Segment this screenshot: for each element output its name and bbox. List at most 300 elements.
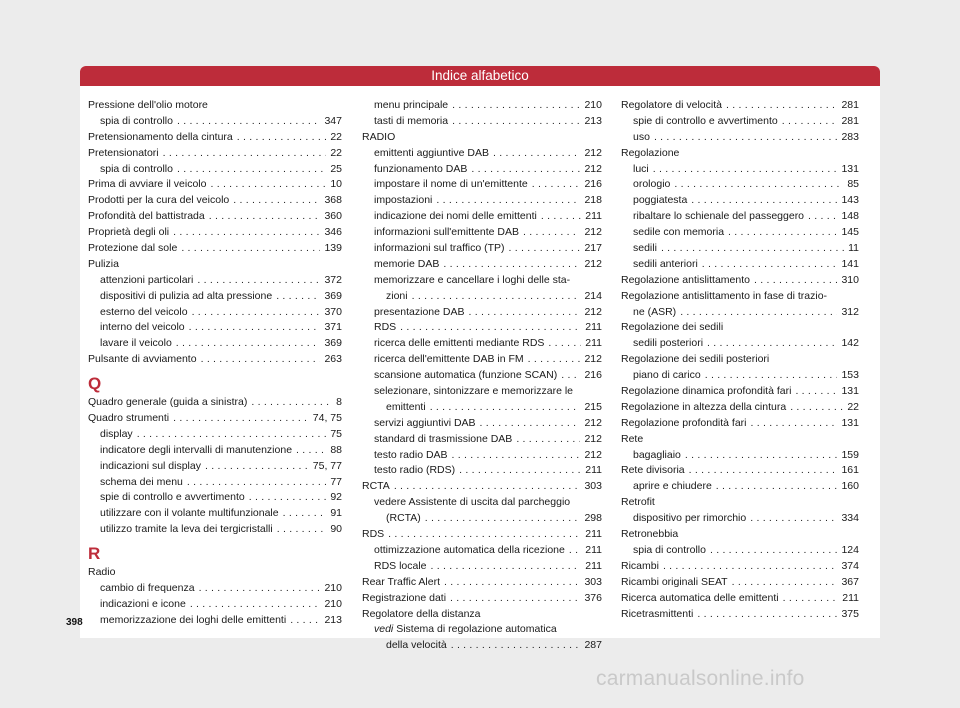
index-subentry xyxy=(362,448,602,464)
index-subentry xyxy=(362,336,602,352)
entry-label xyxy=(88,209,205,225)
entry-label xyxy=(374,257,439,273)
entry-page-number: 139 xyxy=(324,242,342,255)
entry-page-number: 372 xyxy=(324,273,342,286)
entry-text: esterno del veicolo xyxy=(100,305,188,318)
entry-text: Regolazione profondità fari xyxy=(621,416,747,429)
entry-label xyxy=(621,400,786,416)
entry-page-number: 10 xyxy=(330,178,342,191)
leader-dots xyxy=(400,320,581,336)
entry-text: impostare il nome di un'emittente xyxy=(374,178,528,191)
entry-page-number: 160 xyxy=(841,480,859,493)
index-subentry xyxy=(88,490,342,506)
index-subentry xyxy=(88,114,342,130)
entry-label xyxy=(374,209,537,225)
leader-dots xyxy=(654,130,838,146)
entry-text: spia di controllo xyxy=(633,543,706,556)
leader-dots xyxy=(710,543,838,559)
index-entry xyxy=(621,352,859,368)
leader-dots xyxy=(451,638,581,654)
entry-text: indicazione dei nomi delle emittenti xyxy=(374,210,537,223)
leader-dots xyxy=(674,177,843,193)
entry-page-number: 22 xyxy=(330,146,342,159)
index-subentry xyxy=(362,114,602,130)
index-subentry xyxy=(362,352,602,368)
entry-page-number: 77 xyxy=(330,475,342,488)
leader-dots xyxy=(450,591,580,607)
entry-text: cambio di frequenza xyxy=(100,582,195,595)
entry-label xyxy=(374,177,528,193)
entry-text: Regolazione antislittamento in fase di trazio- xyxy=(621,289,828,302)
entry-page-number: 312 xyxy=(841,305,859,318)
entry-text: Pulsante di avviamento xyxy=(88,353,197,366)
entry-page-number: 148 xyxy=(841,210,859,223)
entry-text: selezionare, sintonizzare e memorizzare le xyxy=(374,385,574,398)
entry-text: memorizzare e cancellare i loghi delle sta- xyxy=(374,273,571,286)
entry-label xyxy=(362,130,395,146)
entry-text: dispositivi di pulizia ad alta pressione xyxy=(100,289,273,302)
entry-label xyxy=(633,479,712,495)
page-number: 398 xyxy=(66,617,83,628)
leader-dots xyxy=(705,368,838,384)
entry-text: spia di controllo xyxy=(100,114,173,127)
leader-dots xyxy=(661,241,844,257)
entry-text: RDS locale xyxy=(374,559,427,572)
index-subentry xyxy=(362,543,602,559)
entry-page-number: 90 xyxy=(330,523,342,536)
leader-dots xyxy=(237,130,327,146)
leader-dots xyxy=(251,395,332,411)
index-entry xyxy=(362,130,602,146)
entry-text: utilizzo tramite la leva dei tergicristalli xyxy=(100,523,273,536)
entry-page-number: 92 xyxy=(330,491,342,504)
leader-dots xyxy=(532,177,581,193)
leader-dots xyxy=(412,289,581,305)
entry-text: standard di trasmissione DAB xyxy=(374,432,513,445)
entry-text: Rete xyxy=(621,432,644,445)
entry-page-number: 141 xyxy=(841,257,859,270)
entry-page-number: 210 xyxy=(324,582,342,595)
entry-page-number: 124 xyxy=(841,543,859,556)
index-entry xyxy=(88,146,342,162)
index-subentry xyxy=(621,177,859,193)
entry-text: Rear Traffic Alert xyxy=(362,575,441,588)
entry-text: indicazioni sul display xyxy=(100,459,201,472)
entry-label xyxy=(100,305,188,321)
leader-dots xyxy=(177,114,321,130)
entry-page-number: 8 xyxy=(336,396,342,409)
entry-page-number: 374 xyxy=(841,559,859,572)
entry-label xyxy=(100,581,195,597)
entry-page-number: 212 xyxy=(584,305,602,318)
index-subentry xyxy=(621,448,859,464)
index-subentry xyxy=(362,622,602,638)
entry-text: poggiatesta xyxy=(633,194,688,207)
index-subentry xyxy=(621,162,859,178)
entry-label xyxy=(374,495,570,511)
entry-label xyxy=(374,368,557,384)
leader-dots xyxy=(697,607,837,623)
entry-text: Quadro generale (guida a sinistra) xyxy=(88,396,248,409)
entry-text: Ricambi xyxy=(621,559,659,572)
index-entry xyxy=(88,209,342,225)
index-subentry xyxy=(362,638,602,654)
index-entry xyxy=(621,98,859,114)
index-subentry xyxy=(88,597,342,613)
index-subentry xyxy=(88,427,342,443)
entry-page-number: 211 xyxy=(585,337,602,350)
leader-dots xyxy=(296,443,326,459)
leader-dots xyxy=(782,114,838,130)
entry-text: sedili anteriori xyxy=(633,257,698,270)
index-subentry xyxy=(362,98,602,114)
leader-dots xyxy=(431,559,582,575)
entry-label xyxy=(621,352,769,368)
leader-dots xyxy=(452,114,580,130)
entry-page-number: 131 xyxy=(841,162,859,175)
entry-text: informazioni sul traffico (TP) xyxy=(374,242,505,255)
entry-page-number: 22 xyxy=(847,400,859,413)
entry-label xyxy=(100,336,172,352)
index-entry xyxy=(621,575,859,591)
entry-page-number: 216 xyxy=(584,178,602,191)
index-subentry xyxy=(621,193,859,209)
entry-page-number: 334 xyxy=(841,512,859,525)
entry-text: piano di carico xyxy=(633,369,701,382)
entry-label xyxy=(100,597,186,613)
entry-label xyxy=(100,475,183,491)
entry-label xyxy=(633,193,687,209)
entry-text: presentazione DAB xyxy=(374,305,465,318)
entry-page-number: 360 xyxy=(324,210,342,223)
entry-page-number: 211 xyxy=(585,528,602,541)
entry-label xyxy=(100,490,245,506)
entry-text: sedili xyxy=(633,242,657,255)
entry-label xyxy=(100,114,173,130)
index-entry xyxy=(621,416,859,432)
index-subentry xyxy=(362,400,602,416)
leader-dots xyxy=(702,257,838,273)
entry-text: memorizzazione dei loghi delle emittenti xyxy=(100,613,287,626)
entry-page-number: 217 xyxy=(584,242,602,255)
index-subentry xyxy=(362,257,602,273)
leader-dots xyxy=(653,162,838,178)
entry-text: bagagliaio xyxy=(633,448,681,461)
index-column-2 xyxy=(362,98,602,654)
entry-label xyxy=(621,320,723,336)
entry-page-number: 212 xyxy=(584,162,602,175)
entry-page-number: 303 xyxy=(584,480,602,493)
entry-label xyxy=(374,463,455,479)
leader-dots xyxy=(523,225,580,241)
entry-label xyxy=(88,565,115,581)
index-subentry xyxy=(88,475,342,491)
index-subentry xyxy=(362,209,602,225)
index-entry xyxy=(88,241,342,257)
entry-label xyxy=(633,162,649,178)
entry-label xyxy=(621,146,679,162)
entry-text: funzionamento DAB xyxy=(374,162,468,175)
leader-dots xyxy=(209,209,321,225)
leader-dots xyxy=(726,98,837,114)
entry-text: dispositivo per rimorchio xyxy=(633,512,747,525)
entry-label xyxy=(362,591,446,607)
index-subentry xyxy=(621,336,859,352)
entry-page-number: 22 xyxy=(330,130,342,143)
entry-label xyxy=(88,241,177,257)
entry-page-number: 303 xyxy=(584,575,602,588)
index-entry xyxy=(621,432,859,448)
leader-dots xyxy=(233,193,320,209)
entry-label xyxy=(100,162,173,178)
entry-label xyxy=(362,607,481,623)
entry-label xyxy=(374,305,464,321)
entry-text: Pretensionatori xyxy=(88,146,159,159)
entry-page-number: 287 xyxy=(584,639,602,652)
entry-label xyxy=(621,591,779,607)
index-subentry xyxy=(88,613,342,629)
leader-dots xyxy=(201,352,321,368)
index-subentry xyxy=(621,114,859,130)
section-letter: R xyxy=(88,544,101,564)
entry-page-number: 375 xyxy=(841,607,859,620)
index-entry xyxy=(621,320,859,336)
leader-dots xyxy=(569,543,581,559)
index-subentry xyxy=(88,305,342,321)
entry-label xyxy=(386,289,408,305)
entry-text: Proprietà degli oli xyxy=(88,226,170,239)
index-subentry xyxy=(362,559,602,575)
leader-dots xyxy=(452,448,581,464)
entry-text: attenzioni particolari xyxy=(100,273,194,286)
leader-dots xyxy=(548,336,581,352)
entry-label xyxy=(100,522,273,538)
entry-text: Regolazione dei sedili posteriori xyxy=(621,353,770,366)
entry-label xyxy=(100,427,133,443)
index-subentry xyxy=(362,146,602,162)
entry-text: della velocità xyxy=(386,639,447,652)
leader-dots xyxy=(276,289,320,305)
entry-text: display xyxy=(100,427,133,440)
index-entry xyxy=(621,146,859,162)
index-subentry xyxy=(362,495,602,511)
index-subentry xyxy=(362,273,602,289)
entry-page-number: 211 xyxy=(585,210,602,223)
leader-dots xyxy=(394,479,581,495)
index-subentry xyxy=(621,209,859,225)
index-entry xyxy=(621,384,859,400)
leader-dots xyxy=(388,527,581,543)
entry-text: ricerca dell'emittente DAB in FM xyxy=(374,353,524,366)
leader-dots xyxy=(249,490,327,506)
entry-text: sedile con memoria xyxy=(633,226,725,239)
entry-text: Prodotti per la cura del veicolo xyxy=(88,194,230,207)
section-letter: Q xyxy=(88,374,102,394)
entry-label xyxy=(88,177,206,193)
entry-text: Rete divisoria xyxy=(621,464,685,477)
entry-label xyxy=(88,352,197,368)
entry-text: testo radio (RDS) xyxy=(374,464,456,477)
index-entry xyxy=(88,193,342,209)
entry-text: menu principale xyxy=(374,99,449,111)
entry-text: indicazioni e icone xyxy=(100,597,186,610)
entry-text: Radio xyxy=(88,566,116,579)
entry-label xyxy=(633,336,703,352)
entry-page-number: 298 xyxy=(584,512,602,525)
leader-dots xyxy=(173,411,309,427)
entry-page-number: 25 xyxy=(330,162,342,175)
entry-text: Regolazione dei sedili xyxy=(621,321,724,334)
entry-text: uso xyxy=(633,130,650,143)
leader-dots xyxy=(436,193,580,209)
leader-dots xyxy=(290,613,320,629)
entry-text: Regolazione dinamica profondità fari xyxy=(621,385,792,398)
entry-page-number: 263 xyxy=(324,353,342,366)
index-subentry xyxy=(88,273,342,289)
entry-label xyxy=(374,448,448,464)
entry-page-number: 369 xyxy=(324,337,342,350)
index-entry xyxy=(362,607,602,623)
entry-text: (RCTA) xyxy=(386,512,421,525)
leader-dots xyxy=(205,459,309,475)
entry-label xyxy=(633,241,657,257)
leader-dots xyxy=(197,273,320,289)
entry-text: interno del veicolo xyxy=(100,321,185,334)
index-entry xyxy=(621,289,859,305)
entry-label xyxy=(374,225,519,241)
index-subentry xyxy=(362,320,602,336)
leader-dots xyxy=(480,416,581,432)
index-subentry xyxy=(621,305,859,321)
entry-page-number: 212 xyxy=(584,432,602,445)
entry-text: scansione automatica (funzione SCAN) xyxy=(374,369,558,382)
entry-text: sedili posteriori xyxy=(633,337,704,350)
index-subentry xyxy=(621,225,859,241)
entry-see-prefix: vedi xyxy=(374,623,394,636)
index-entry xyxy=(88,130,342,146)
index-subentry xyxy=(621,511,859,527)
leader-dots xyxy=(471,162,580,178)
index-subentry xyxy=(621,257,859,273)
entry-label xyxy=(633,448,681,464)
index-entry xyxy=(362,527,602,543)
index-subentry xyxy=(362,511,602,527)
leader-dots xyxy=(795,384,837,400)
entry-text: Protezione dal sole xyxy=(88,242,178,255)
entry-page-number: 212 xyxy=(584,226,602,239)
index-subentry xyxy=(88,162,342,178)
index-subentry xyxy=(88,336,342,352)
entry-page-number: 91 xyxy=(330,507,342,520)
leader-dots xyxy=(190,597,321,613)
index-subentry xyxy=(362,193,602,209)
entry-page-number: 212 xyxy=(584,353,602,366)
entry-text: memorie DAB xyxy=(374,257,440,270)
entry-label xyxy=(621,575,728,591)
entry-text: Quadro strumenti xyxy=(88,412,170,425)
entry-label xyxy=(88,193,229,209)
leader-dots xyxy=(516,432,580,448)
entry-text: Regolazione xyxy=(621,146,680,159)
leader-dots xyxy=(716,479,838,495)
entry-text: informazioni sull'emittente DAB xyxy=(374,226,519,239)
entry-label xyxy=(621,527,678,543)
index-subentry xyxy=(362,463,602,479)
entry-label xyxy=(88,146,159,162)
leader-dots xyxy=(430,400,581,416)
index-entry xyxy=(88,565,342,581)
entry-label xyxy=(621,273,750,289)
entry-label xyxy=(362,527,384,543)
index-subentry xyxy=(621,479,859,495)
index-column-3 xyxy=(621,98,859,622)
index-subentry xyxy=(362,432,602,448)
leader-dots xyxy=(277,522,327,538)
entry-label xyxy=(100,459,201,475)
entry-text: ottimizzazione automatica della ricezione xyxy=(374,543,565,556)
page-title: Indice alfabetico xyxy=(80,66,880,86)
index-subentry xyxy=(362,289,602,305)
leader-dots xyxy=(181,241,320,257)
leader-dots xyxy=(783,591,839,607)
entry-label xyxy=(621,607,693,623)
entry-text: spie di controllo e avvertimento xyxy=(633,114,778,127)
entry-label xyxy=(100,613,286,629)
entry-label xyxy=(374,416,476,432)
entry-label xyxy=(374,146,489,162)
entry-text: emittenti aggiuntive DAB xyxy=(374,146,489,159)
leader-dots xyxy=(425,511,581,527)
entry-page-number: 211 xyxy=(842,591,859,604)
leader-dots xyxy=(790,400,843,416)
entry-page-number: 74, 75 xyxy=(312,412,342,425)
entry-label xyxy=(100,443,292,459)
entry-page-number: 368 xyxy=(324,194,342,207)
leader-dots xyxy=(210,177,326,193)
leader-dots xyxy=(187,475,326,491)
entry-page-number: 212 xyxy=(584,416,602,429)
entry-label xyxy=(374,241,505,257)
leader-dots xyxy=(468,305,580,321)
entry-label xyxy=(621,98,722,114)
entry-label xyxy=(633,209,804,225)
entry-label xyxy=(88,130,233,146)
entry-page-number: 211 xyxy=(585,321,602,334)
entry-text: Ricetrasmittenti xyxy=(621,607,694,620)
leader-dots xyxy=(509,241,581,257)
leader-dots xyxy=(444,575,580,591)
entry-label xyxy=(621,495,655,511)
leader-dots xyxy=(732,575,838,591)
entry-label xyxy=(374,98,448,114)
entry-label xyxy=(100,273,193,289)
index-subentry xyxy=(362,368,602,384)
entry-page-number: 370 xyxy=(324,305,342,318)
entry-page-number: 347 xyxy=(324,114,342,127)
entry-page-number: 131 xyxy=(841,385,859,398)
index-entry xyxy=(621,400,859,416)
entry-page-number: 11 xyxy=(848,242,859,255)
leader-dots xyxy=(283,506,327,522)
entry-label xyxy=(374,336,544,352)
entry-label xyxy=(374,320,396,336)
entry-label xyxy=(362,479,390,495)
entry-label xyxy=(374,543,565,559)
entry-text: Registrazione dati xyxy=(362,591,447,604)
index-subentry xyxy=(621,241,859,257)
entry-page-number: 218 xyxy=(584,194,602,207)
index-subentry xyxy=(362,225,602,241)
